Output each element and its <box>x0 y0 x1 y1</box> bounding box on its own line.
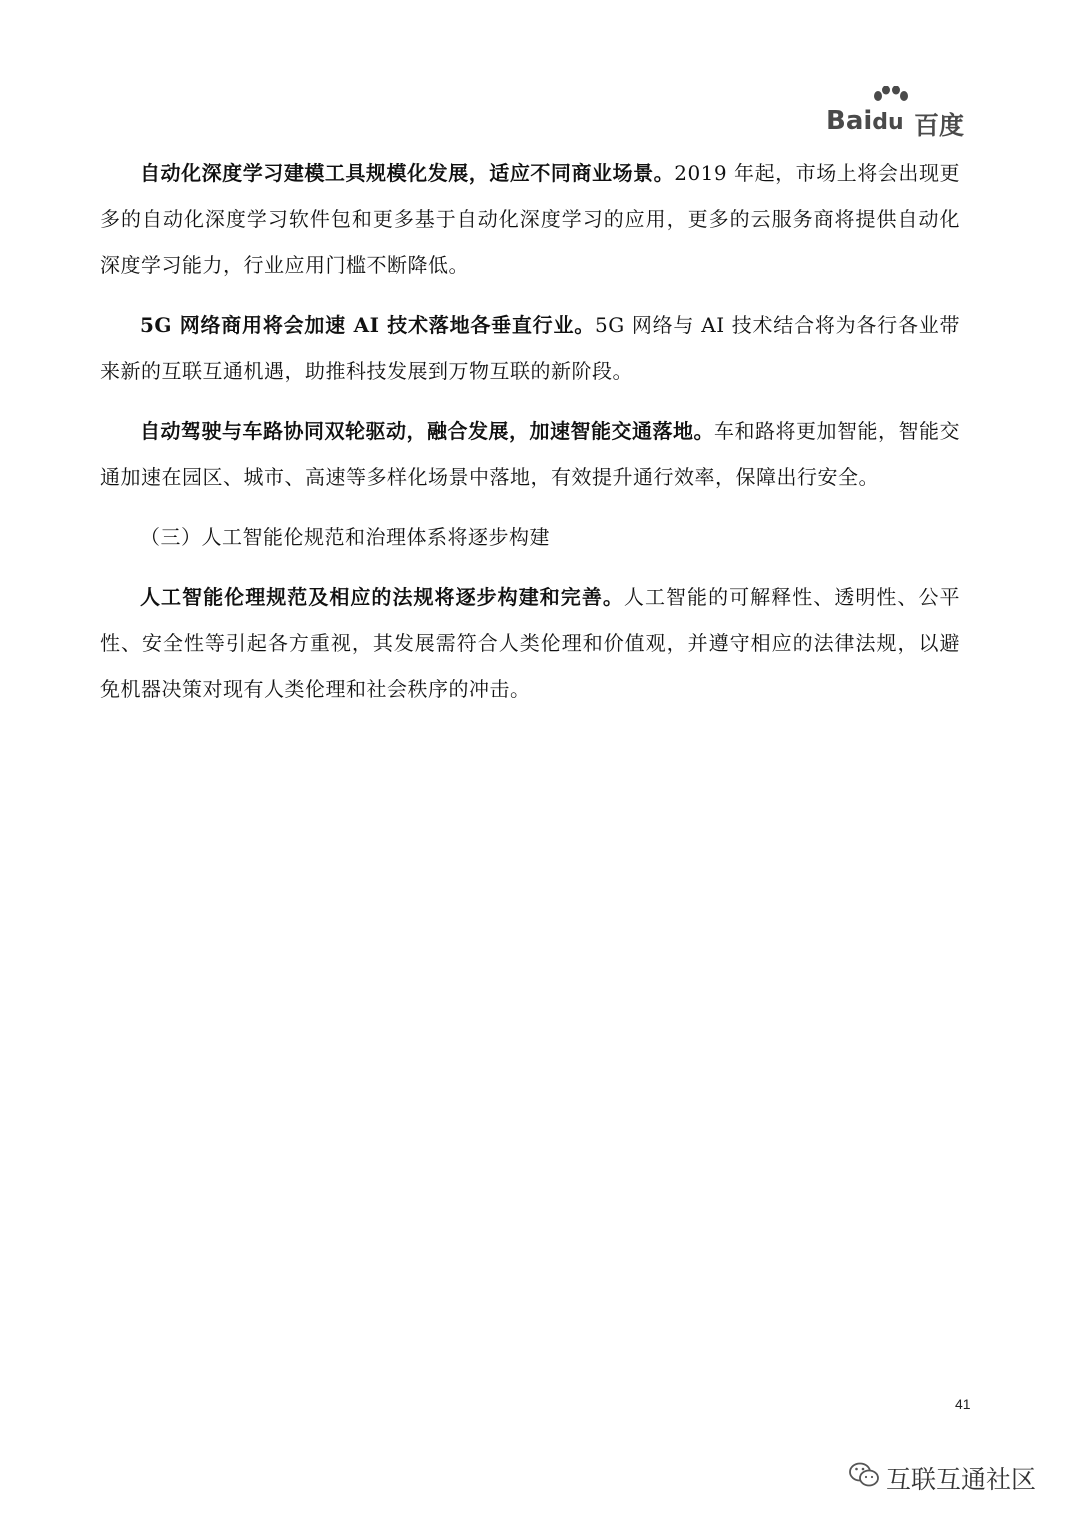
watermark-text: 互联互通社区 <box>886 1465 1037 1494</box>
paragraph-2: 5G 网络商用将会加速 AI 技术落地各垂直行业。5G 网络与 AI 技术结合将为各行各业带来新的互联互通机遇，助推科技发展到万物互联的新阶段。 <box>100 313 960 383</box>
page-number: 41 <box>955 1396 971 1412</box>
paragraph-1: 自动化深度学习建模工具规模化发展，适应不同商业场景。2019 年起，市场上将会出现更多的自动化深度学习软件包和更多基于自动化深度学习的应用，更多的云服务商将提供自动化深度学习能力，行业应用门槛不断降低。 <box>100 161 960 277</box>
document-body <box>100 150 960 726</box>
paragraph-4: 人工智能伦理规范及相应的法规将逐步构建和完善。人工智能的可解释性、透明性、公平性、安全性等引起各方重视，其发展需符合人类伦理和价值观，并遵守相应的法律法规，以避免机器决策对现有人类伦理和社会秩序的冲击。 <box>100 585 961 701</box>
watermark <box>848 1456 1058 1496</box>
logo-du: du <box>872 110 904 135</box>
logo-chinese: 百度 <box>914 111 965 140</box>
baidu-logo <box>826 86 966 140</box>
wechat-icon <box>848 1460 880 1490</box>
section-heading: （三）人工智能伦规范和治理体系将逐步构建 <box>140 525 550 549</box>
logo-latin: Baidu <box>826 106 904 136</box>
paragraph-3: 自动驾驶与车路协同双轮驱动，融合发展，加速智能交通落地。车和路将更加智能，智能交通加速在园区、城市、高速等多样化场景中落地，有效提升通行效率，保障出行安全。 <box>100 419 960 489</box>
